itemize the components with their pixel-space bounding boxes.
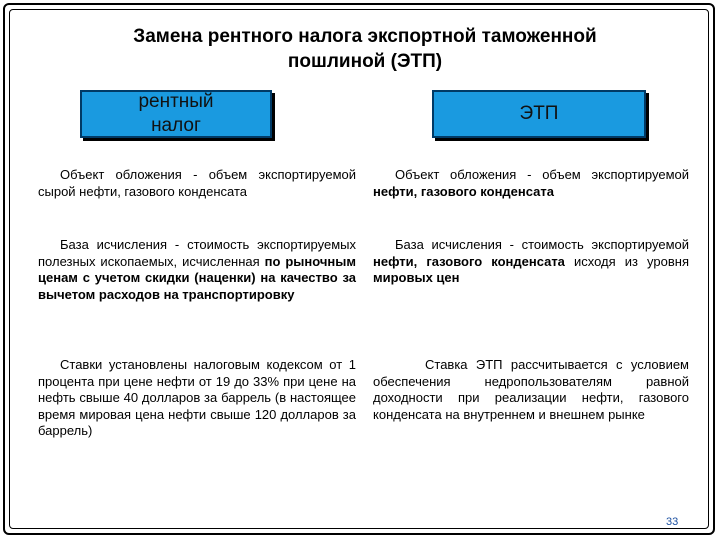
slide-title-line2: пошлиной (ЭТП) <box>287 51 443 72</box>
page-number: 33 <box>666 516 679 528</box>
right-base-bold1: нефти, газового конденсата <box>373 253 565 269</box>
left-object-text: Объект обложения - объем экспортируемой сырой нефти, газового конденсата <box>38 167 356 199</box>
right-rate-paragraph <box>373 357 689 423</box>
left-rates-paragraph <box>38 357 356 440</box>
header-etp-label: ЭТП <box>519 103 559 124</box>
right-base-paragraph <box>373 237 689 287</box>
left-base-bold-text: по рыночным ценам с учетом скидки (наценки) на качество за вычетом расходов на транспортировку <box>38 253 356 302</box>
right-object-text: Объект обложения - объем экспортируемой <box>395 167 689 182</box>
left-base-text: База исчисления - стоимость экспортируемых полезных ископаемых, исчисленная <box>38 237 356 269</box>
right-object-bold-text: нефти, газового конденсата <box>373 183 554 199</box>
left-base-paragraph <box>38 237 356 303</box>
right-base-bold2: мировых цен <box>373 270 460 285</box>
slide-title <box>60 24 670 74</box>
left-object-paragraph <box>38 167 356 200</box>
slide-title-line1: Замена рентного налога экспортной таможенной <box>133 26 597 47</box>
header-rent-tax-line2: налог <box>151 115 201 136</box>
header-rent-tax-line1: рентный <box>138 91 214 112</box>
right-base-mid-text: исходя из уровня <box>564 253 690 269</box>
right-base-text: База исчисления - стоимость экспортируемой <box>395 237 689 252</box>
left-rates-text: Ставки установлены налоговым кодексом от 1 процента при цене нефти от 19 до 33% при цене на нефть свыше 40 долларов за баррель (в настоящее время мировая цена нефти свыше 120 долларов за баррель) <box>38 357 356 438</box>
right-rate-text: Ставка ЭТП рассчитывается с условием обеспечения недропользователям равной доходности при реализации нефти, газового конденсата на внутреннем и внешнем рынке <box>373 357 689 422</box>
header-box-rent-tax <box>80 90 272 138</box>
header-box-etp <box>432 90 646 138</box>
right-object-paragraph <box>373 167 689 200</box>
